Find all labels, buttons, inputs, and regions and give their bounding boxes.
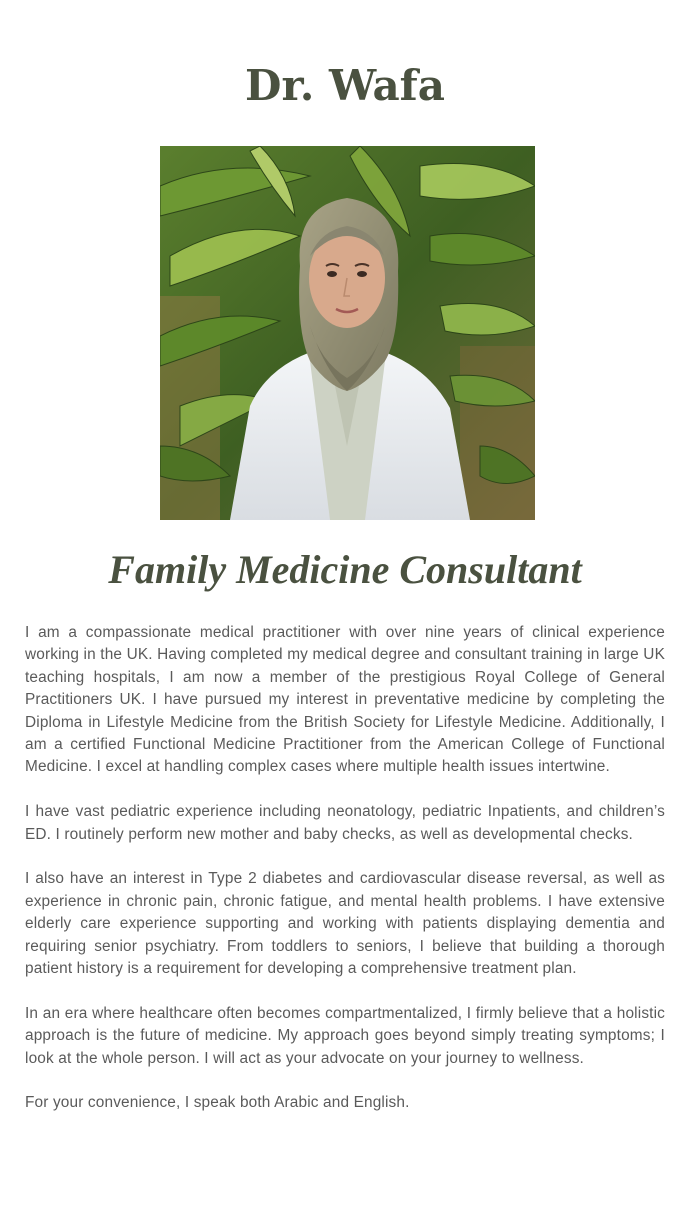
portrait-illustration — [160, 146, 535, 520]
bio-paragraph: I have vast pediatric experience including neonatology, pediatric Inpatients, and children’s ED. I routinely perform new mother and baby checks, as well as developmental checks. — [25, 803, 665, 843]
doctor-portrait — [160, 146, 535, 520]
bio-paragraph-languages: For your convenience, I speak both Arabic and English. — [25, 1094, 410, 1112]
role-title: Family Medicine Consultant — [108, 547, 582, 592]
biography — [25, 622, 665, 1137]
bio-paragraph: I also have an interest in Type 2 diabetes and cardiovascular disease reversal, as well as experience in chronic pain, chronic fatigue, and mental health problems. I have extensive elderly care experience supporting and working with patients displaying dementia and requiring senior psychiatry. From toddlers to seniors, I believe that building a thorough patient history is a requirement for developing a comprehensive treatment plan. — [25, 870, 665, 978]
bio-paragraph: I am a compassionate medical practitioner with over nine years of clinical experience working in the UK. Having completed my medical degree and consultant training in large UK teaching hospitals, I am now a member of the prestigious Royal College of General Practitioners UK. I have pursued my interest in preventative medicine by completing the Diploma in Lifestyle Medicine from the British Society for Lifestyle Medicine. Additionally, I am a certified Functional Medicine Practitioner from the American College of Functional Medicine. I excel at handling complex cases where multiple health issues intertwine. — [25, 624, 665, 776]
bio-paragraph: In an era where healthcare often becomes compartmentalized, I firmly believe that a holistic approach is the future of medicine. My approach goes beyond simply treating symptoms; I look at the whole person. I will act as your advocate on your journey to wellness. — [25, 1004, 665, 1067]
doctor-name: Dr. Wafa — [245, 61, 445, 110]
